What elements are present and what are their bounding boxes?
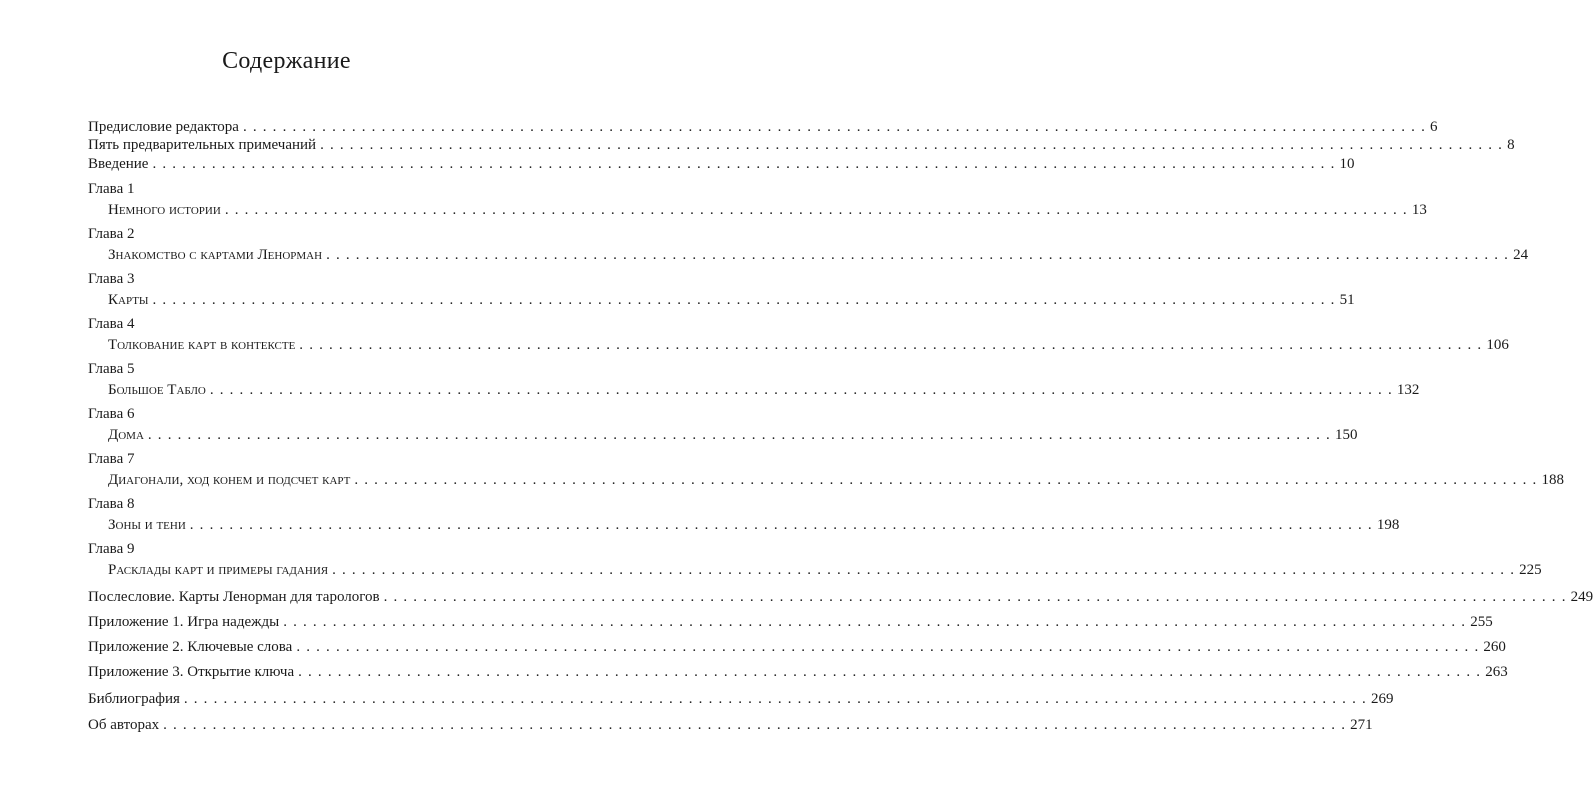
chapter-heading: Глава 9 xyxy=(88,541,135,557)
page-number: 188 xyxy=(1541,472,1564,488)
chapter-heading: Глава 7 xyxy=(88,451,135,467)
entry-title: Дома xyxy=(108,427,144,443)
page-number: 8 xyxy=(1507,137,1515,153)
page-number: 6 xyxy=(1430,119,1438,135)
entry-title: Введение xyxy=(88,156,149,172)
page-number: 263 xyxy=(1485,664,1508,680)
dot-leader: . . . . . . . . . . . . . . . . . . . . . . . . . . . . . . . . . . . . . . . . . . . . . . . . . . . . . . . . . . . . . . . . . . . . . . . . . . . . . . . . . . . . . . . . . . . . . . . . . . . . . . . . . . . . . . . . . . . . . . . . xyxy=(189,517,1373,533)
page-number: 13 xyxy=(1411,202,1427,218)
entry-title: Приложение 1. Игра надежды xyxy=(88,614,280,630)
toc-subentry[interactable] xyxy=(108,471,1564,489)
chapter-heading: Глава 6 xyxy=(88,406,135,422)
page-number: 150 xyxy=(1334,427,1358,443)
toc-subentry[interactable] xyxy=(108,201,1427,219)
toc-subentry[interactable] xyxy=(108,291,1355,309)
page-number: 260 xyxy=(1483,639,1506,655)
entry-title: Зоны и тени xyxy=(108,517,186,533)
dot-leader: . . . . . . . . . . . . . . . . . . . . . . . . . . . . . . . . . . . . . . . . . . . . . . . . . . . . . . . . . . . . . . . . . . . . . . . . . . . . . . . . . . . . . . . . . . . . . . . . . . . . . . . . . . . . . . . . . . . . . . . . xyxy=(354,472,1538,488)
chapter-heading: Глава 3 xyxy=(88,271,135,287)
dot-leader: . . . . . . . . . . . . . . . . . . . . . . . . . . . . . . . . . . . . . . . . . . . . . . . . . . . . . . . . . . . . . . . . . . . . . . . . . . . . . . . . . . . . . . . . . . . . . . . . . . . . . . . . . . . . . . . . . . . . . . . . xyxy=(383,589,1567,605)
chapter-heading: Глава 8 xyxy=(88,496,135,512)
page-title: Содержание xyxy=(222,48,351,74)
dot-leader: . . . . . . . . . . . . . . . . . . . . . . . . . . . . . . . . . . . . . . . . . . . . . . . . . . . . . . . . . . . . . . . . . . . . . . . . . . . . . . . . . . . . . . . . . . . . . . . . . . . . . . . . . . . . . . . . . . . . . . . . xyxy=(152,156,1336,172)
toc-subentry[interactable] xyxy=(108,246,1529,264)
dot-leader: . . . . . . . . . . . . . . . . . . . . . . . . . . . . . . . . . . . . . . . . . . . . . . . . . . . . . . . . . . . . . . . . . . . . . . . . . . . . . . . . . . . . . . . . . . . . . . . . . . . . . . . . . . . . . . . . . . . . . . . . xyxy=(242,119,1427,135)
toc-entry[interactable] xyxy=(88,663,1508,681)
dot-leader: . . . . . . . . . . . . . . . . . . . . . . . . . . . . . . . . . . . . . . . . . . . . . . . . . . . . . . . . . . . . . . . . . . . . . . . . . . . . . . . . . . . . . . . . . . . . . . . . . . . . . . . . . . . . . . . . . . . . . . . . xyxy=(209,382,1393,398)
page-number: 225 xyxy=(1519,562,1542,578)
page-number: 271 xyxy=(1350,717,1373,733)
dot-leader: . . . . . . . . . . . . . . . . . . . . . . . . . . . . . . . . . . . . . . . . . . . . . . . . . . . . . . . . . . . . . . . . . . . . . . . . . . . . . . . . . . . . . . . . . . . . . . . . . . . . . . . . . . . . . . . . . . . . . . . . xyxy=(147,427,1331,443)
dot-leader: . . . . . . . . . . . . . . . . . . . . . . . . . . . . . . . . . . . . . . . . . . . . . . . . . . . . . . . . . . . . . . . . . . . . . . . . . . . . . . . . . . . . . . . . . . . . . . . . . . . . . . . . . . . . . . . . . . . . . . . . xyxy=(332,562,1516,578)
page-number: 249 xyxy=(1570,589,1593,605)
entry-title: Большое Табло xyxy=(108,382,206,398)
toc-entry[interactable] xyxy=(88,136,1515,154)
entry-title: Об авторах xyxy=(88,717,160,733)
toc-subentry[interactable] xyxy=(108,561,1542,579)
entry-title: Библиография xyxy=(88,691,180,707)
page-number: 198 xyxy=(1376,517,1400,533)
entry-title: Пять предварительных примечаний xyxy=(88,137,317,153)
toc-entry[interactable] xyxy=(88,716,1373,734)
entry-title: Расклады карт и примеры гадания xyxy=(108,562,329,578)
toc-subentry[interactable] xyxy=(108,516,1400,534)
chapter-heading: Глава 5 xyxy=(88,361,135,377)
toc-subentry[interactable] xyxy=(108,336,1509,354)
toc-entry[interactable] xyxy=(88,118,1438,136)
entry-title: Знакомство с картами Ленорман xyxy=(108,247,323,263)
dot-leader: . . . . . . . . . . . . . . . . . . . . . . . . . . . . . . . . . . . . . . . . . . . . . . . . . . . . . . . . . . . . . . . . . . . . . . . . . . . . . . . . . . . . . . . . . . . . . . . . . . . . . . . . . . . . . . . . . . . . . . . . xyxy=(163,717,1347,733)
page-number: 51 xyxy=(1339,292,1355,308)
entry-title: Карты xyxy=(108,292,149,308)
entry-title: Приложение 3. Открытие ключа xyxy=(88,664,295,680)
page-number: 269 xyxy=(1370,691,1394,707)
toc-entry[interactable] xyxy=(88,588,1593,606)
toc-entry[interactable] xyxy=(88,638,1506,656)
chapter-heading: Глава 4 xyxy=(88,316,135,332)
toc-entry[interactable] xyxy=(88,690,1394,708)
entry-title: Предисловие редактора xyxy=(88,119,239,135)
entry-title: Немного истории xyxy=(108,202,221,218)
entry-title: Диагонали, ход конем и подсчет карт xyxy=(108,472,351,488)
page-number: 24 xyxy=(1513,247,1529,263)
entry-title: Толкование карт в контексте xyxy=(108,337,296,353)
dot-leader: . . . . . . . . . . . . . . . . . . . . . . . . . . . . . . . . . . . . . . . . . . . . . . . . . . . . . . . . . . . . . . . . . . . . . . . . . . . . . . . . . . . . . . . . . . . . . . . . . . . . . . . . . . . . . . . . . . . . . . . . xyxy=(183,691,1367,707)
dot-leader: . . . . . . . . . . . . . . . . . . . . . . . . . . . . . . . . . . . . . . . . . . . . . . . . . . . . . . . . . . . . . . . . . . . . . . . . . . . . . . . . . . . . . . . . . . . . . . . . . . . . . . . . . . . . . . . . . . . . . . . . xyxy=(326,247,1510,263)
toc-subentry[interactable] xyxy=(108,426,1358,444)
entry-title: Приложение 2. Ключевые слова xyxy=(88,639,293,655)
dot-leader: . . . . . . . . . . . . . . . . . . . . . . . . . . . . . . . . . . . . . . . . . . . . . . . . . . . . . . . . . . . . . . . . . . . . . . . . . . . . . . . . . . . . . . . . . . . . . . . . . . . . . . . . . . . . . . . . . . . . . . . . xyxy=(299,337,1483,353)
page-number: 10 xyxy=(1339,156,1355,172)
chapter-heading: Глава 1 xyxy=(88,181,135,197)
toc-subentry[interactable] xyxy=(108,381,1420,399)
page-number: 106 xyxy=(1486,337,1509,353)
toc-entry[interactable] xyxy=(88,155,1355,173)
page-number: 255 xyxy=(1470,614,1493,630)
dot-leader: . . . . . . . . . . . . . . . . . . . . . . . . . . . . . . . . . . . . . . . . . . . . . . . . . . . . . . . . . . . . . . . . . . . . . . . . . . . . . . . . . . . . . . . . . . . . . . . . . . . . . . . . . . . . . . . . . . . . . . . . xyxy=(298,664,1482,680)
dot-leader: . . . . . . . . . . . . . . . . . . . . . . . . . . . . . . . . . . . . . . . . . . . . . . . . . . . . . . . . . . . . . . . . . . . . . . . . . . . . . . . . . . . . . . . . . . . . . . . . . . . . . . . . . . . . . . . . . . . . . . . . xyxy=(152,292,1336,308)
dot-leader: . . . . . . . . . . . . . . . . . . . . . . . . . . . . . . . . . . . . . . . . . . . . . . . . . . . . . . . . . . . . . . . . . . . . . . . . . . . . . . . . . . . . . . . . . . . . . . . . . . . . . . . . . . . . . . . . . . . . . . . . xyxy=(296,639,1480,655)
chapter-heading: Глава 2 xyxy=(88,226,135,242)
dot-leader: . . . . . . . . . . . . . . . . . . . . . . . . . . . . . . . . . . . . . . . . . . . . . . . . . . . . . . . . . . . . . . . . . . . . . . . . . . . . . . . . . . . . . . . . . . . . . . . . . . . . . . . . . . . . . . . . . . . . . . . . xyxy=(320,137,1504,153)
dot-leader: . . . . . . . . . . . . . . . . . . . . . . . . . . . . . . . . . . . . . . . . . . . . . . . . . . . . . . . . . . . . . . . . . . . . . . . . . . . . . . . . . . . . . . . . . . . . . . . . . . . . . . . . . . . . . . . . . . . . . . . . xyxy=(283,614,1467,630)
entry-title: Послесловие. Карты Ленорман для тарологов xyxy=(88,589,380,605)
toc-entry[interactable] xyxy=(88,613,1493,631)
page-number: 132 xyxy=(1396,382,1420,398)
dot-leader: . . . . . . . . . . . . . . . . . . . . . . . . . . . . . . . . . . . . . . . . . . . . . . . . . . . . . . . . . . . . . . . . . . . . . . . . . . . . . . . . . . . . . . . . . . . . . . . . . . . . . . . . . . . . . . . . . . . . . . . . xyxy=(224,202,1408,218)
